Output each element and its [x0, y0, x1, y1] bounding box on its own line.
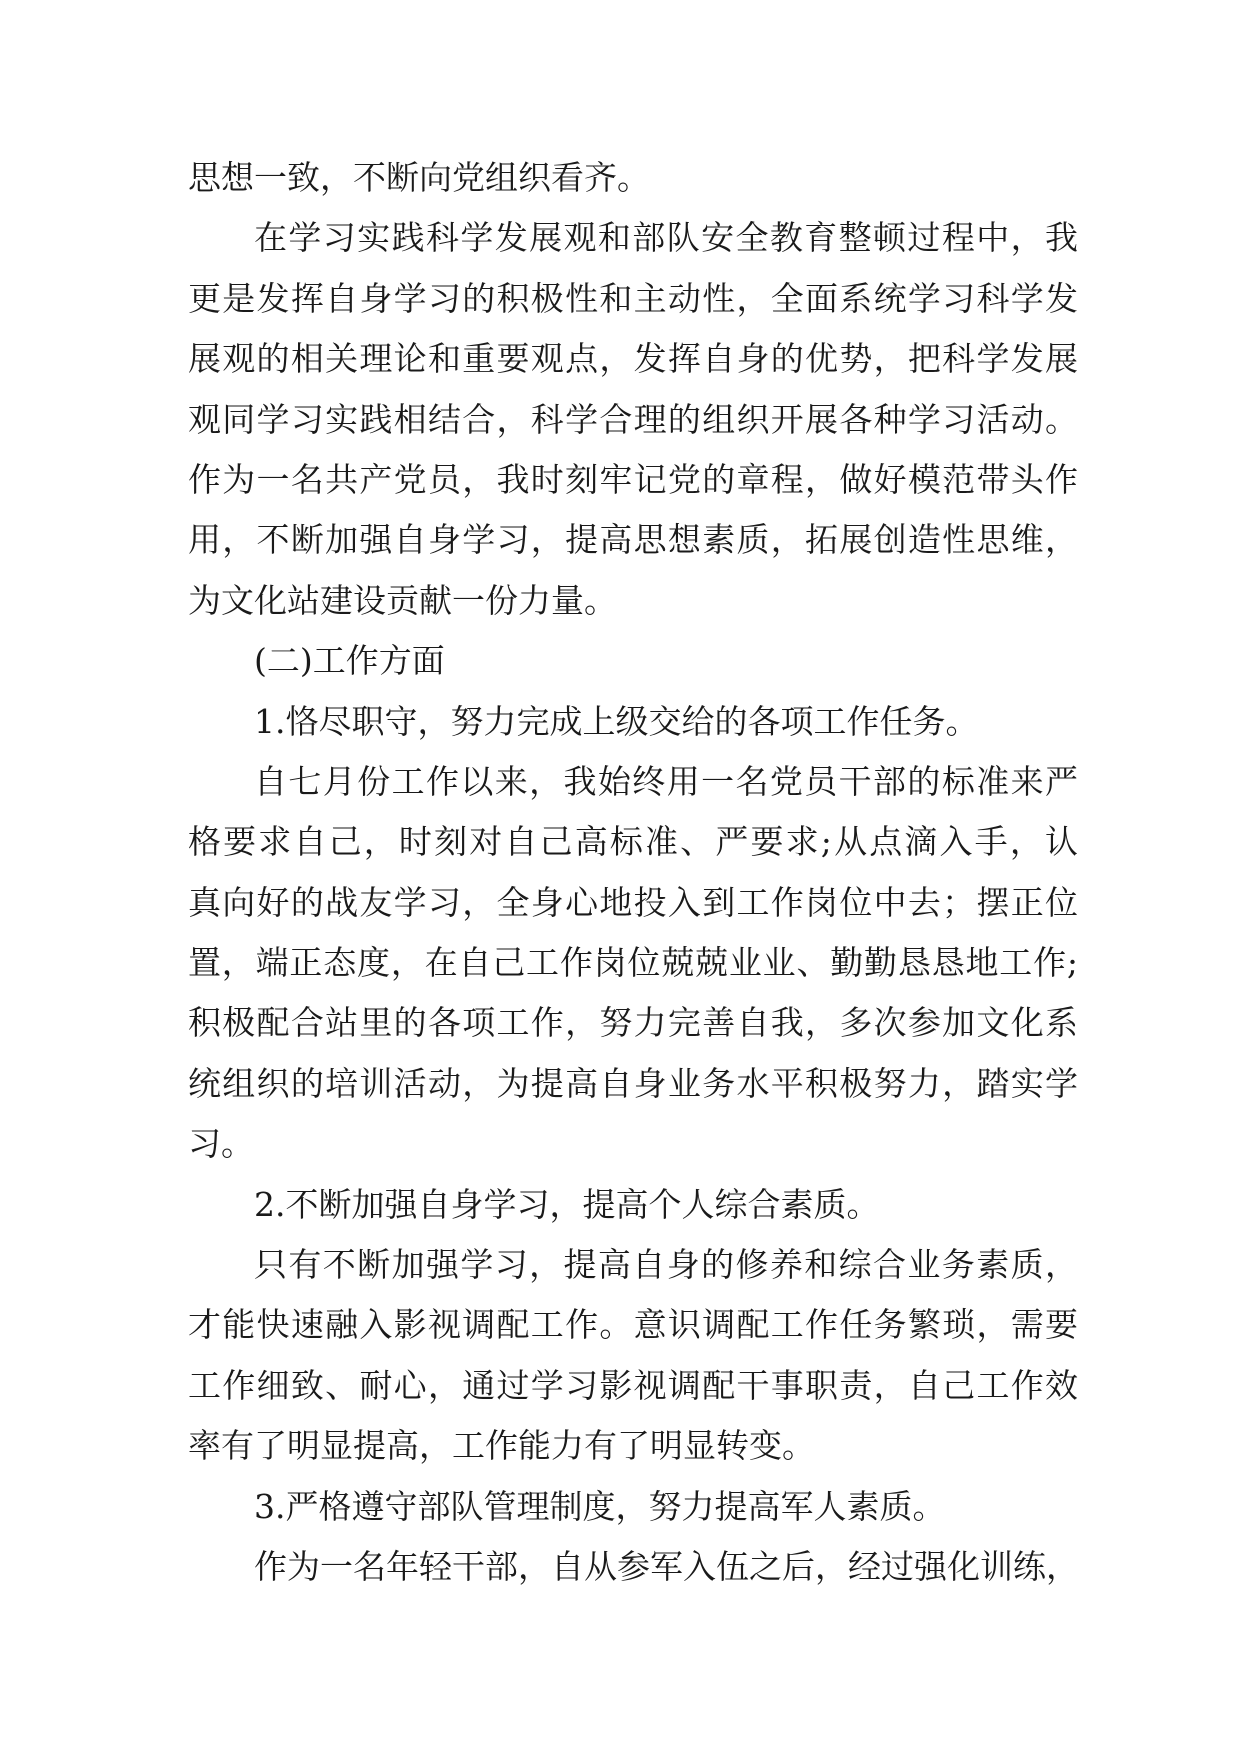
- text-line: 才能快速融入影视调配工作。意识调配工作任务繁琐，需要: [188, 1305, 1078, 1345]
- text-line: 更是发挥自身学习的积极性和主动性，全面系统学习科学发: [188, 278, 1078, 318]
- text-line: 用，不断加强自身学习，提高思想素质，拓展创造性思维，: [188, 520, 1078, 560]
- text-line: 展观的相关理论和重要观点，发挥自身的优势，把科学发展: [188, 339, 1078, 379]
- text-line: 只有不断加强学习，提高自身的修养和综合业务素质，: [254, 1245, 1078, 1285]
- text-line: 2.不断加强自身学习，提高个人综合素质。: [254, 1184, 880, 1224]
- text-line: 积极配合站里的各项工作，努力完善自我，多次参加文化系: [188, 1003, 1078, 1043]
- text-line: (二)工作方面: [254, 641, 445, 681]
- text-line: 思想一致，不断向党组织看齐。: [188, 158, 650, 197]
- text-line: 作为一名共产党员，我时刻牢记党的章程，做好模范带头作: [188, 459, 1078, 499]
- text-line: 格要求自己，时刻对自己高标准、严要求;从点滴入手，认: [188, 822, 1078, 862]
- text-line: 作为一名年轻干部，自从参军入伍之后，经过强化训练，: [254, 1546, 1079, 1586]
- document-body: [188, 148, 1078, 1597]
- text-line: 置，端正态度，在自己工作岗位兢兢业业、勤勤恳恳地工作;: [188, 943, 1078, 983]
- text-line: 习。: [188, 1124, 254, 1164]
- text-line: 1.恪尽职守，努力完成上级交给的各项工作任务。: [254, 701, 979, 741]
- text-line: 在学习实践科学发展观和部队安全教育整顿过程中，我: [254, 218, 1078, 258]
- text-line: 工作细致、耐心，通过学习影视调配干事职责，自己工作效: [188, 1365, 1078, 1405]
- text-line: 率有了明显提高，工作能力有了明显转变。: [188, 1426, 815, 1466]
- text-line: 为文化站建设贡献一份力量。: [188, 580, 617, 620]
- text-line: 统组织的培训活动，为提高自身业务水平积极努力，踏实学: [188, 1063, 1078, 1103]
- text-line: 真向好的战友学习，全身心地投入到工作岗位中去；摆正位: [188, 882, 1078, 922]
- text-line: 3.严格遵守部队管理制度，努力提高军人素质。: [254, 1486, 946, 1526]
- text-line: 自七月份工作以来，我始终用一名党员干部的标准来严: [254, 761, 1078, 801]
- text-line: 观同学习实践相结合，科学合理的组织开展各种学习活动。: [188, 399, 1078, 439]
